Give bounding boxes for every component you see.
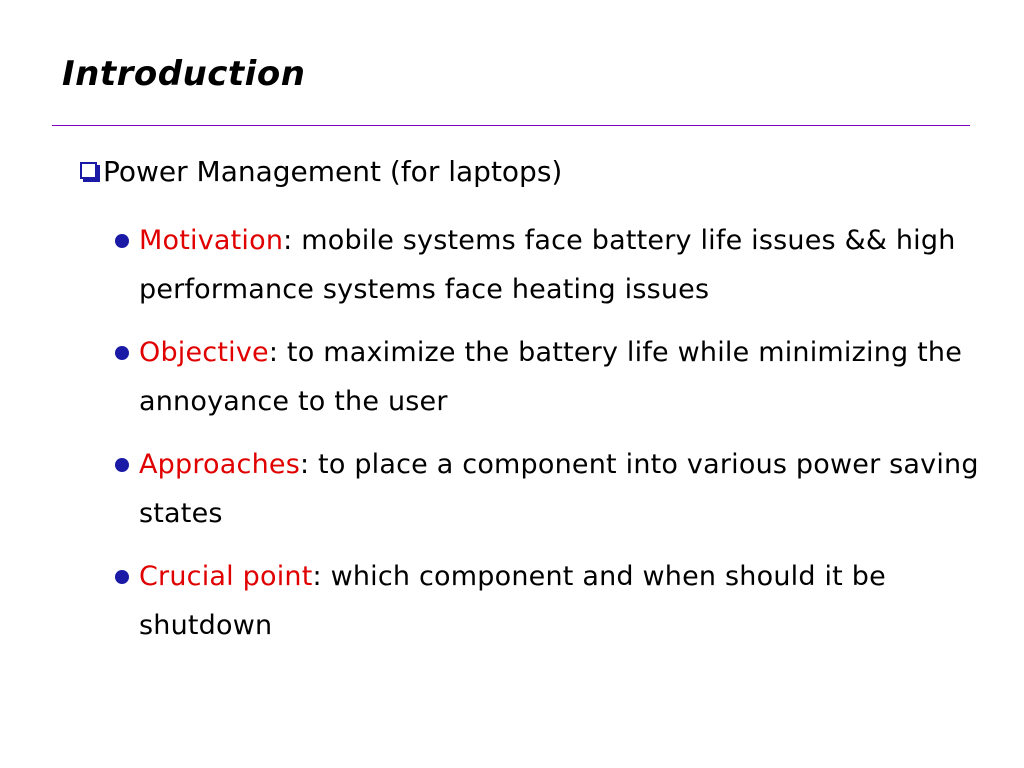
bullet-text: mobile systems face battery life issues && high performance systems face heating issues (139, 225, 956, 305)
main-heading-text: Power Management (for laptops) (103, 155, 563, 188)
bullet-term: Objective (139, 337, 269, 368)
checkbox-icon (80, 162, 97, 179)
title-divider (52, 125, 970, 126)
slide-title: Introduction (62, 54, 306, 94)
bullet-separator: : (268, 337, 279, 368)
bullet-text: which component and when should it be shutdown (139, 561, 886, 641)
bullet-separator: : (312, 561, 322, 592)
bullet-dot-icon (115, 458, 129, 472)
bullet-text: to maximize the battery life while minimizing the annoyance to the user (139, 337, 963, 417)
bullet-separator: : (283, 225, 293, 256)
bullet-motivation (114, 216, 994, 314)
bullet-approaches (114, 440, 994, 538)
bullet-term: Crucial point (139, 561, 313, 592)
bullet-dot-icon (115, 234, 129, 248)
bullet-text: to place a component into various power saving states (139, 449, 979, 529)
bullet-separator: : (299, 449, 310, 480)
bullet-term: Approaches (139, 449, 300, 480)
main-heading (80, 150, 562, 194)
bullet-objective (114, 328, 994, 426)
bullet-list (114, 216, 994, 650)
bullet-dot-icon (115, 346, 129, 360)
bullet-term: Motivation (139, 225, 284, 256)
bullet-crucial-point (114, 552, 994, 650)
bullet-dot-icon (115, 570, 129, 584)
